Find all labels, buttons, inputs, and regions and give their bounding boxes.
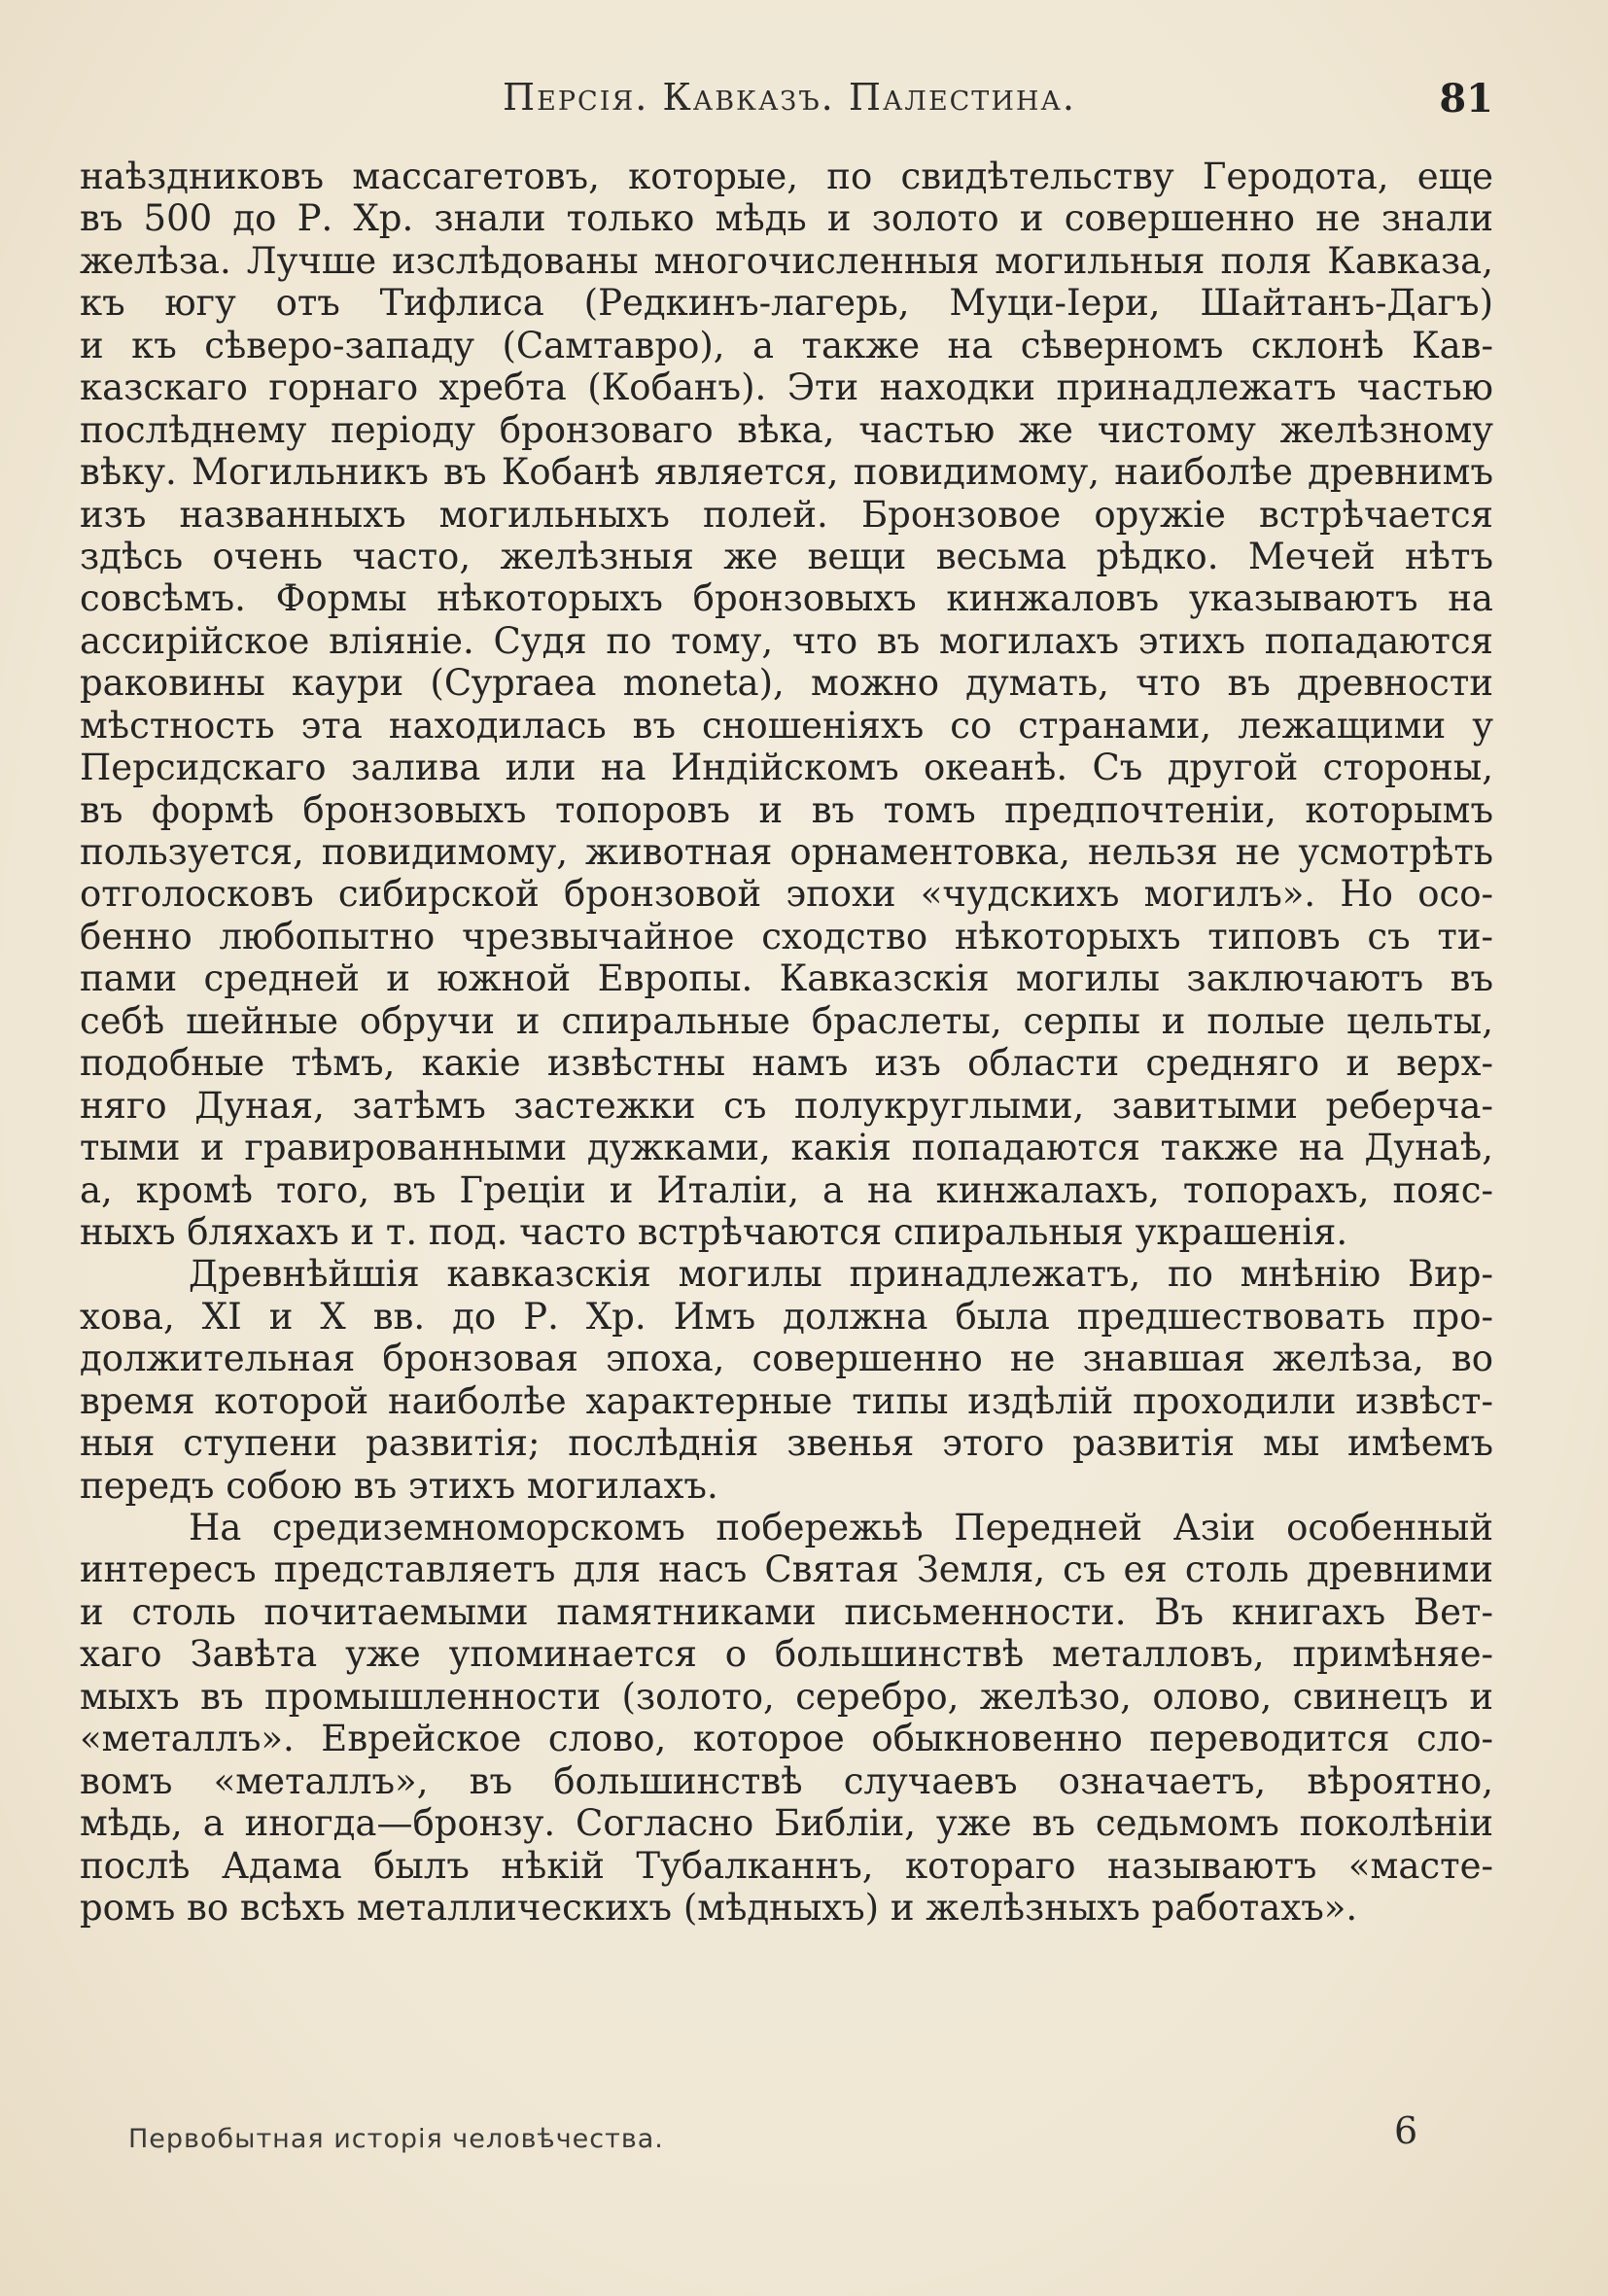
footer-signature-title: Первобытная исторія человѣчества. [128,2124,664,2154]
text-line: и столь почитаемыми памятниками письменности. Въ книгахъ Вет- [80,1590,1493,1633]
text-line: послѣ Адама былъ нѣкій Тубалканнъ, котораго называютъ «масте- [80,1844,1493,1887]
text-line: желѣза. Лучше изслѣдованы многочисленныя могильныя поля Кавказа, [80,239,1493,282]
text-line: казскаго горнаго хребта (Кобанъ). Эти находки принадлежатъ частью [80,366,1493,409]
text-line: «металлъ». Еврейское слово, которое обыкновенно переводится сло- [80,1718,1493,1760]
text-line: пользуется, повидимому, животная орнаментовка, нельзя не усмотрѣть [80,831,1493,873]
text-line: а, кромѣ того, въ Греціи и Италіи, а на кинжалахъ, топорахъ, пояс- [80,1168,1493,1211]
text-line: къ югу отъ Тифлиса (Редкинъ-лагерь, Муци-Іери, Шайтанъ-Дагъ) [80,282,1493,325]
text-line: Персидскаго залива или на Индійскомъ океанѣ. Съ другой стороны, [80,747,1493,789]
text-line: совсѣмъ. Формы нѣкоторыхъ бронзовыхъ кинжаловъ указываютъ на [80,577,1493,620]
text-line: ассирійское вліяніе. Судя по тому, что въ могилахъ этихъ попадаются [80,619,1493,662]
text-line: интересъ представляетъ для насъ Святая Земля, съ ея столь древними [80,1548,1493,1591]
text-line: раковины каури (Cypraea moneta), можно думать, что въ древности [80,662,1493,705]
running-title: Персія. Кавказъ. Палестина. [503,76,1076,119]
text-line: себѣ шейные обручи и спиральные браслеты, серпы и полые цельты, [80,999,1493,1042]
text-line: На средиземноморскомъ побережьѣ Передней Азіи особенный [189,1507,1493,1548]
text-line: бенно любопытно чрезвычайное сходство нѣкоторыхъ типовъ съ ти- [80,915,1493,957]
text-line: время которой наиболѣе характерные типы издѣлій проходили извѣст- [80,1379,1493,1422]
text-line: тыми и гравированными дужками, какія попадаются также на Дунаѣ, [80,1127,1493,1169]
text-line: и къ сѣверо-западу (Самтавро), а также на сѣверномъ склонѣ Кав- [80,324,1493,366]
text-line: отголосковъ сибирской бронзовой эпохи «чудскихъ могилъ». Но осо- [80,873,1493,916]
text-line: хаго Завѣта уже упоминается о большинствѣ металловъ, примѣняе- [80,1633,1493,1676]
text-line: здѣсь очень часто, желѣзныя же вещи весьма рѣдко. Мечей нѣтъ [80,535,1493,577]
text-line: вѣку. Могильникъ въ Кобанѣ является, повидимому, наиболѣе древнимъ [80,451,1493,494]
text-line: хова, XI и X вв. до Р. Хр. Имъ должна была предшествовать про- [80,1295,1493,1338]
text-line: пами средней и южной Европы. Кавказскія могилы заключаютъ въ [80,957,1493,1000]
text-line: послѣднему періоду бронзоваго вѣка, частью же чистому желѣзному [80,408,1493,451]
text-line: ныхъ бляхахъ и т. под. часто встрѣчаются спиральныя украшенія. [80,1210,1348,1253]
paragraph [80,1507,1493,1929]
paragraph [80,1253,1493,1507]
running-head [86,76,1493,134]
footer-sheet-number: 6 [1394,2109,1418,2152]
text-line: Древнѣйшія кавказскія могилы принадлежатъ, по мнѣнію Вир- [189,1253,1493,1296]
text-line: ромъ во всѣхъ металлическихъ (мѣдныхъ) и желѣзныхъ работахъ». [80,1886,1358,1929]
paragraph [80,156,1493,1253]
page-number: 81 [1439,76,1493,122]
text-line: подобные тѣмъ, какіе извѣстны намъ изъ области средняго и верх- [80,1042,1493,1085]
text-line: должительная бронзовая эпоха, совершенно не знавшая желѣза, во [80,1338,1493,1380]
text-line: няго Дуная, затѣмъ застежки съ полукруглыми, завитыми реберча- [80,1084,1493,1127]
text-line: мѣдь, а иногда—бронзу. Согласно Библіи, уже въ седьмомъ поколѣніи [80,1802,1493,1845]
text-line: въ формѣ бронзовыхъ топоровъ и въ томъ предпочтеніи, которымъ [80,788,1493,831]
text-line: передъ собою въ этихъ могилахъ. [80,1464,718,1507]
text-line: вомъ «металлъ», въ большинствѣ случаевъ означаетъ, вѣроятно, [80,1759,1493,1802]
text-line: мыхъ въ промышленности (золото, серебро, желѣзо, олово, свинецъ и [80,1675,1493,1718]
text-line: наѣздниковъ массагетовъ, которые, по свидѣтельству Геродота, еще [80,156,1493,197]
text-line: мѣстность эта находилась въ сношеніяхъ со странами, лежащими у [80,704,1493,747]
text-line: изъ названныхъ могильныхъ полей. Бронзовое оружіе встрѣчается [80,493,1493,536]
text-line: ныя ступени развитія; послѣднія звенья этого развитія мы имѣемъ [80,1422,1493,1465]
body-text [80,156,1493,1929]
text-line: въ 500 до Р. Хр. знали только мѣдь и золото и совершенно не знали [80,197,1493,240]
